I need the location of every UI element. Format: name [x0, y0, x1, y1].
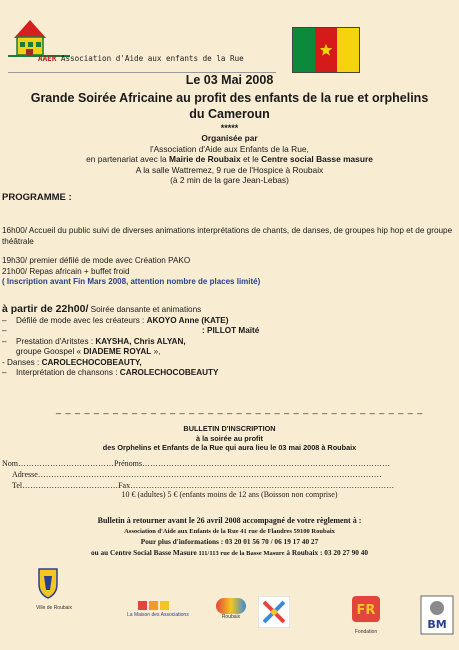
programme-item-2200: à partir de 22h00/ Soirée dansante et animations — [2, 303, 202, 315]
svg-text:FR: FR — [356, 603, 376, 618]
name-field[interactable]: Nom………………………………Prénoms………………………………………………………………………………… — [2, 459, 390, 468]
registration-description: des Orphelins et Enfants de la Rue qui aura lieu le 03 mai 2008 à Roubaix — [102, 443, 357, 452]
return-address: Association d'Aide aux Enfants de la Rue 41 rue de Flandres 59100 Roubaix — [124, 527, 335, 535]
programme-evening — [2, 256, 457, 288]
roubaix-logo — [201, 598, 261, 624]
registration-title: BULLETIN D'INSCRIPTION — [183, 424, 276, 433]
registration-header — [0, 424, 459, 453]
registration-subtitle: à la soirée au profit — [196, 433, 263, 443]
programme-item-1930: 19h30/ premier défilé de mode avec Création PAKO — [2, 256, 191, 265]
address-field[interactable]: Adresse………………………………………………………………………………………………………………… — [12, 469, 382, 479]
cross-logo-icon — [258, 596, 290, 628]
programme-sub-artists: – Prestation d'Aritstes : KAYSHA, Chris ALYAN, — [2, 336, 186, 346]
roubaix-label: Roubaix — [221, 614, 241, 620]
partners-line: en partenariat avec la Mairie de Roubaix et le Centre social Basse masure — [86, 154, 373, 165]
svg-text:BM: BM — [427, 618, 447, 631]
cameroon-flag-icon — [292, 27, 360, 73]
venue-directions: (à 2 min de la gare Jean-Lebas) — [170, 175, 289, 186]
roubaix-crest-icon — [36, 566, 60, 600]
programme-sub-fashion: – Défilé de mode avec les créateurs : AKOYO Anne (KATE) — [2, 315, 229, 325]
return-instructions — [0, 516, 459, 559]
logo-letters: AAER — [38, 54, 57, 63]
ville-roubaix-label: Ville de Roubaix — [36, 605, 73, 611]
fondation-label: Fondation — [354, 629, 378, 635]
centre-social-line: ou au Centre Social Basse Masure 111/113 rue de la Basse Masure à Roubaix : 03 20 27 90 40 — [90, 547, 369, 557]
header — [4, 12, 455, 64]
programme-sub-dances: - Danses : CAROLECHOCOBEAUTY, — [2, 357, 142, 367]
return-line1: Bulletin à retourner avant le 26 avril 2008 accompagné de votre règlement à : — [97, 516, 362, 525]
basse-masure-logo — [419, 595, 455, 635]
maison-associations-logo — [127, 601, 189, 626]
maison-associations-label: La Maison des Associations — [127, 612, 189, 618]
star-icon — [319, 43, 333, 57]
programme-heading: PROGRAMME : — [2, 192, 72, 203]
event-title-block — [0, 73, 459, 186]
organiser-line: Organisée par — [201, 133, 258, 143]
organiser-name: l'Association d'Aide aux Enfants de la Rue, — [150, 143, 309, 154]
event-title-line2: du Cameroun — [189, 107, 270, 121]
programme-item-2100: 21h00/ Repas africain + buffet froid — [2, 266, 130, 276]
registration-note: ( Inscription avant Fin Mars 2008, attention nombre de places limité) — [2, 277, 261, 286]
programme-night — [2, 304, 457, 379]
event-date: Le 03 Mai 2008 — [185, 73, 274, 87]
programme-item-1600: 16h00/ Accueil du public suivi de diverses animations interprétations de chants, de danses, de groupes hip hop et de groupe théâtrale — [2, 226, 453, 246]
stars-divider: ***** — [220, 123, 239, 133]
programme-sub-designer2: – : PILLOT Maïté — [2, 326, 260, 335]
bm-mark-icon — [419, 595, 455, 635]
price-line: 10 € (adultes) 5 € (enfants moins de 12 ans (Boisson non comprise) — [121, 490, 338, 499]
fondation-logo — [350, 594, 382, 635]
cut-line-divider: _ _ _ _ _ _ _ _ _ _ _ _ _ _ _ _ _ _ _ _ _ _ _ _ _ _ _ _ _ _ _ _ _ _ _ _ _ _ _ — [56, 404, 424, 414]
venue-line: A la salle Wattremez, 9 rue de l'Hospice à Roubaix — [135, 164, 324, 175]
phone-field[interactable]: Tel………………………………Fax……………………………………………………………………………………… — [12, 480, 395, 490]
ville-roubaix-logo — [36, 566, 73, 611]
info-phone: Pour plus d'informations : 03 20 01 56 70 / 06 19 17 40 27 — [140, 537, 319, 546]
association-fullname: Association d'Aide aux enfants de la Rue — [60, 54, 244, 63]
event-title — [0, 90, 459, 122]
registration-form — [2, 459, 457, 491]
programme-sub-gospel: groupe Goospel « DIADEME ROYAL », — [16, 347, 161, 356]
fondation-mark-icon — [350, 594, 382, 624]
programme-sub-songs: – Interprétation de chansons : CAROLECHOCOBEAUTY — [2, 368, 219, 377]
event-title-line1: Grande Soirée Africaine au profit des enfants de la rue et orphelins — [30, 91, 429, 105]
association-name — [38, 54, 244, 63]
